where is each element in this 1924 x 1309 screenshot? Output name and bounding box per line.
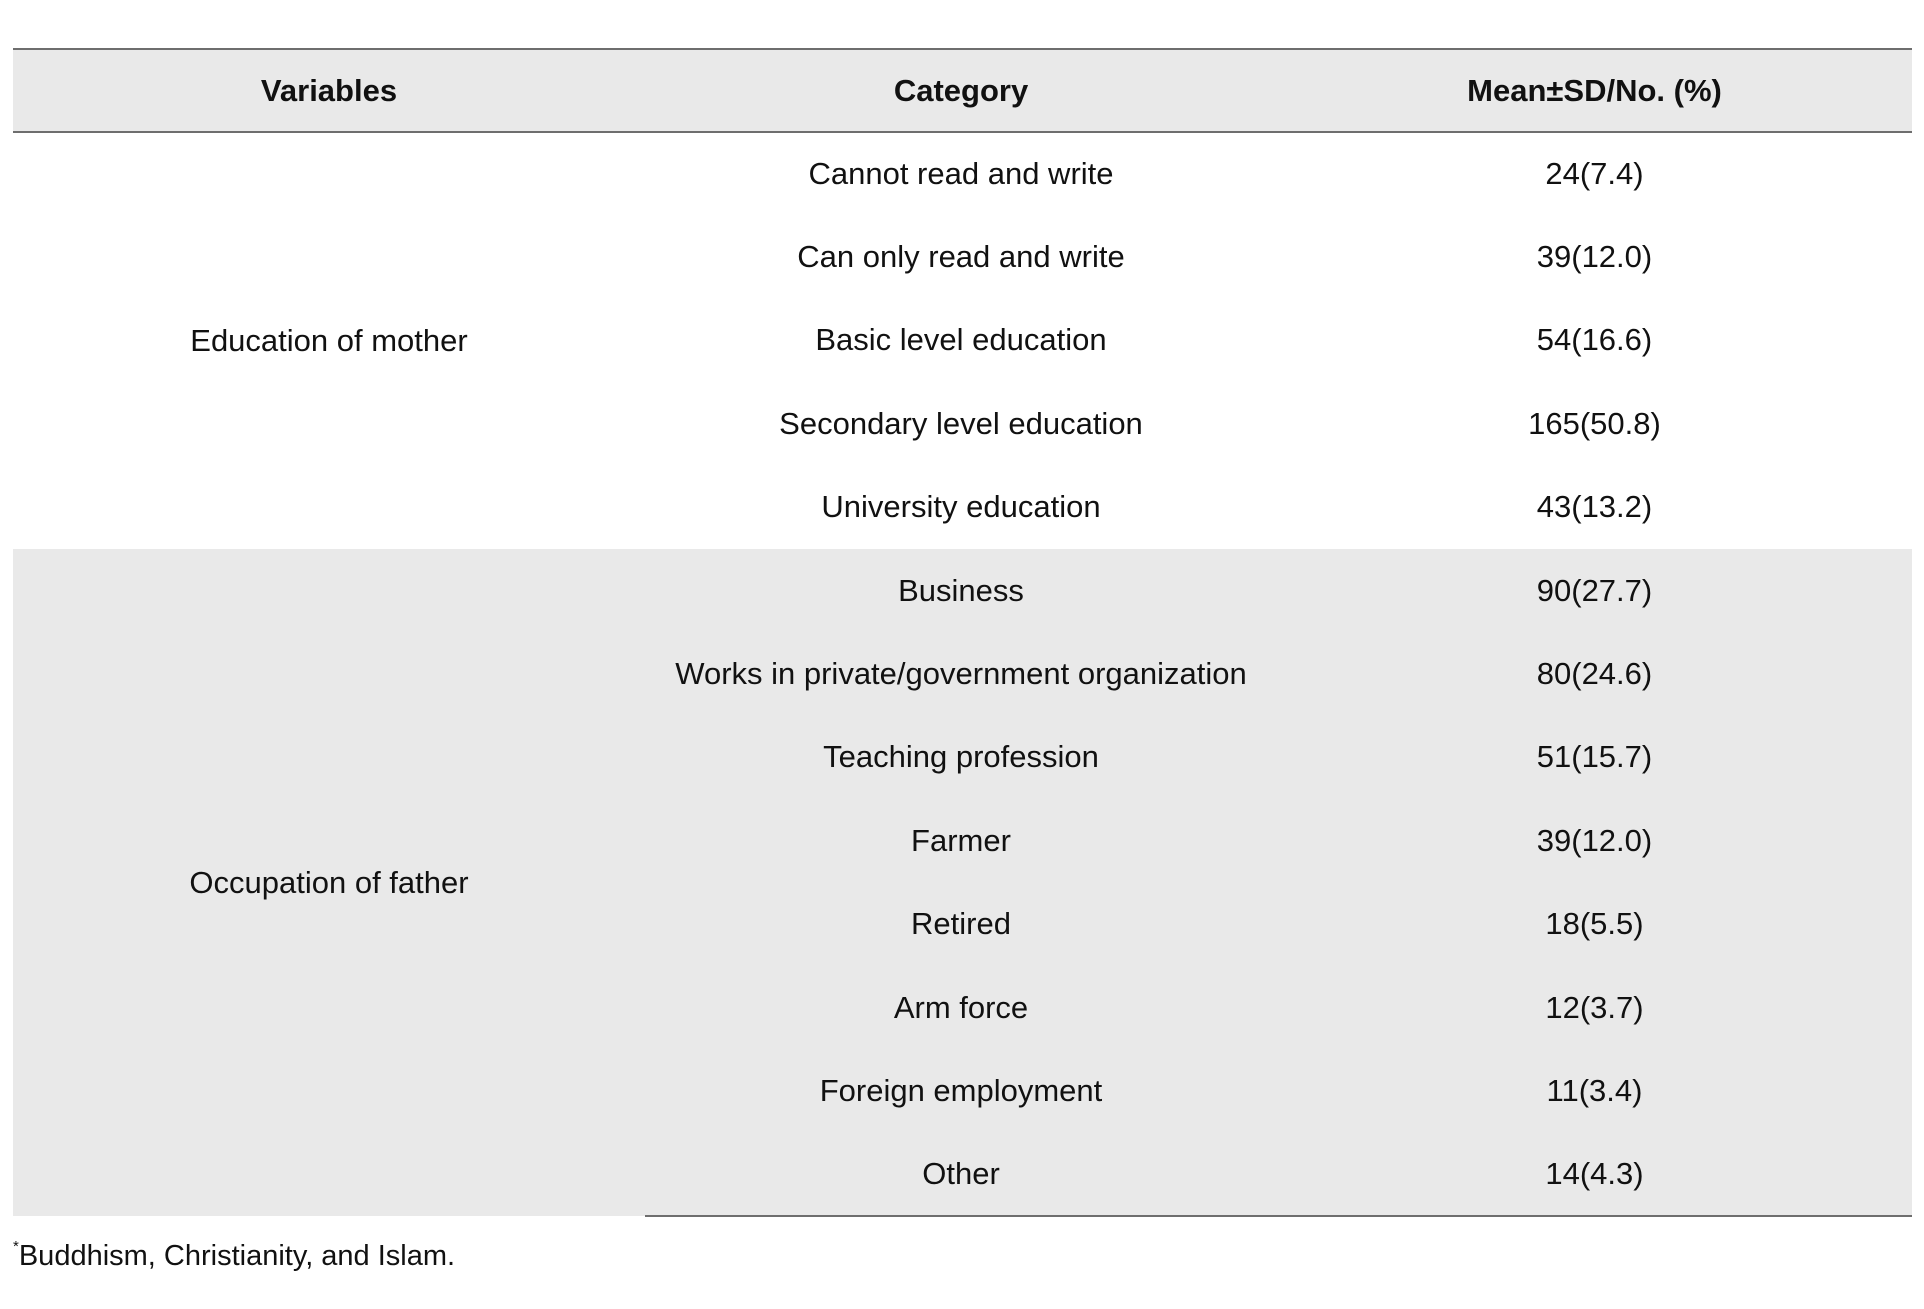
- value-cell: 18(5.5): [1545, 906, 1644, 942]
- value-cell: 39(12.0): [1536, 822, 1653, 858]
- value-cell: 39(12.0): [1536, 239, 1653, 275]
- category-cell: Secondary level education: [779, 405, 1143, 441]
- value-cell: 24(7.4): [1545, 156, 1644, 192]
- value-cell: 90(27.7): [1536, 572, 1653, 608]
- variable-cell: Occupation of father: [189, 864, 469, 900]
- group-occupation-of-father: [13, 549, 1912, 1216]
- category-cell: Other: [645, 1133, 1277, 1216]
- value-cell: 14(4.3): [1277, 1133, 1912, 1216]
- category-cell: Retired: [911, 906, 1011, 942]
- value-cell: 165(50.8): [1528, 405, 1661, 441]
- category-cell: Works in private/government organization: [675, 656, 1247, 692]
- value-cell: 54(16.6): [1536, 322, 1653, 358]
- variable-cell: Education of mother: [190, 322, 468, 358]
- data-table: [13, 48, 1912, 1217]
- category-cell: Farmer: [911, 822, 1011, 858]
- value-cell: 43(13.2): [1536, 489, 1653, 525]
- category-cell: Can only read and write: [797, 239, 1125, 275]
- table-footnote: [13, 1238, 455, 1273]
- data-table-container: [13, 48, 1912, 1217]
- category-cell: Business: [898, 572, 1024, 608]
- value-cell: 11(3.4): [1546, 1072, 1643, 1108]
- header-variables: Variables: [13, 49, 645, 132]
- category-cell: Teaching profession: [823, 739, 1099, 775]
- header-category: Category: [645, 49, 1277, 132]
- category-cell: Cannot read and write: [808, 156, 1114, 192]
- group-education-of-mother: [13, 132, 1912, 549]
- footnote-marker: *: [13, 1238, 19, 1255]
- table-header: [13, 49, 1912, 132]
- category-cell: Arm force: [893, 989, 1029, 1025]
- table-row: [13, 549, 1912, 632]
- table-row: [13, 132, 1912, 215]
- header-row: [13, 49, 1912, 132]
- category-cell: Foreign employment: [819, 1072, 1103, 1108]
- value-cell: 51(15.7): [1536, 739, 1653, 775]
- value-cell: 12(3.7): [1545, 989, 1644, 1025]
- header-value: Mean±SD/No. (%): [1277, 49, 1912, 132]
- footnote-text: Buddhism, Christianity, and Islam.: [18, 1240, 456, 1272]
- category-cell: Basic level education: [815, 322, 1107, 358]
- category-cell: University education: [821, 489, 1101, 525]
- value-cell: 80(24.6): [1536, 656, 1653, 692]
